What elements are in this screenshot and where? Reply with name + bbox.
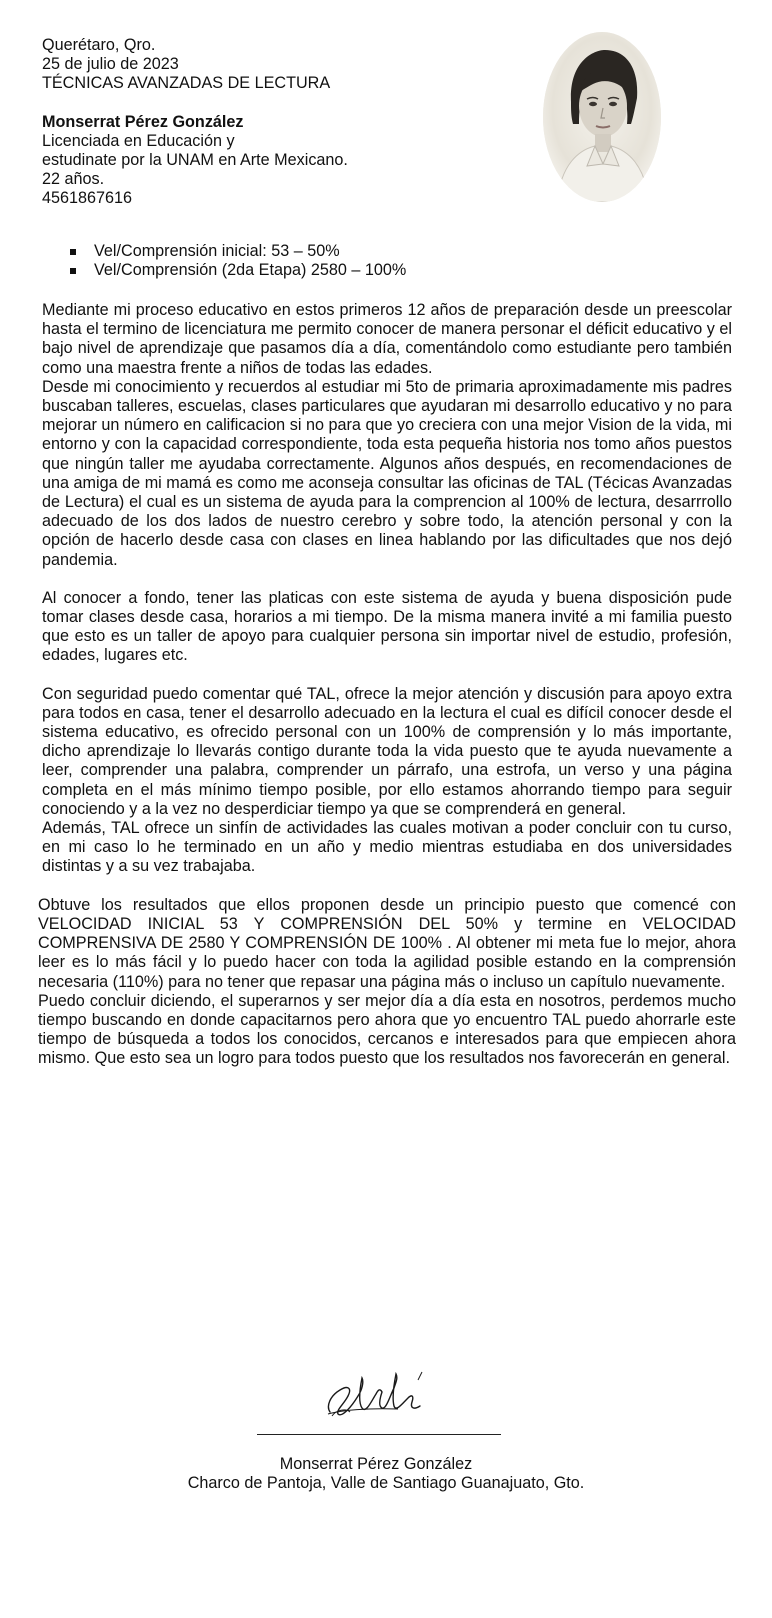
phone-line: 4561867616 xyxy=(42,189,133,208)
course-title: TÉCNICAS AVANZADAS DE LECTURA xyxy=(42,74,331,93)
paragraph-conclusion: Puedo concluir diciendo, el superarnos y ser mejor día a día esta en nosotros, perdemos mucho tiempo buscando en donde capacitarnos pero ahora que yo encuentro TAL puedo ahorrarle este tiempo de búsqueda a todos los conocidos, cercanos e interesados para que empiecen ahora mismo. Que esto sea un logro para todos puesto que los resultados nos favorecerán en general. xyxy=(38,991,736,1068)
list-item: Vel/Comprensión inicial: 53 – 50% xyxy=(70,242,406,261)
author-photo xyxy=(543,32,661,202)
city-line: Querétaro, Qro. xyxy=(42,36,156,54)
footer-name: Monserrat Pérez González xyxy=(279,1455,473,1473)
letter-body xyxy=(38,301,736,1069)
paragraph-history: Desde mi conocimiento y recuerdos al estudiar mi 5to de primaria aproximadamente mis padres buscaban talleres, escuelas, clases particulares que ayudaran mi desarrollo educativo y no para mejorar un número en calificacion si no para que yo creciera con una mejor Vision de la vida, mi entorno y con la capacidad correspondiente, toda esta pequeña historia nos tomo años puestos que ningún taller me ayudaba correctamente. Algunos años después, en recomendaciones de una amiga de mi mamá es como me aconseja consultar las oficinas de TAL (Técicas Avanzadas de Lectura) el cual es un sistema de ayuda para la comprencion al 100% de lectura, desarrrollo adecuado de los dos lados de nuestro cerebro y sobre todo, la atención personal y con la opción de hacerlo desde casa con clases en linea hablando por las dificultades que nos dejó pandemia. xyxy=(42,377,732,569)
paragraph-intro: Mediante mi proceso educativo en estos primeros 12 años de preparación desde un preescolar hasta el termino de licenciatura me permito conocer de manera personar el déficit educativo y el bajo nivel de aprendizaje que pasamos día a día, comentándolo como estudiante pero también como una maestra frente a niños de todas las edades. xyxy=(42,301,732,377)
paragraph-activities: Además, TAL ofrece un sinfín de actividades las cuales motivan a poder concluir con tu curso, en mi caso lo he terminado en un año y medio mientras estudiaba en dos universidades distintas y a su vez trabajaba. xyxy=(42,819,732,876)
paragraph-results: Obtuve los resultados que ellos proponen desde un principio puesto que comencé con VELOCIDAD INICIAL 53 Y COMPRENSIÓN DEL 50% y termine en VELOCIDAD COMPRENSIVA DE 2580 Y COMPRENSIÓN DE 100% . Al obtener mi meta fue lo mejor, ahora leer es lo más fácil y lo puedo hacer con toda la agilidad posible estando en la comprensión necesaria (110%) para no tener que repasar una página más o incluso un capítulo nuevamente. xyxy=(38,895,736,991)
letter-header xyxy=(42,36,502,209)
paragraph-classes: Al conocer a fondo, tener las platicas con este sistema de ayuda y buena disposición pude tomar clases desde casa, horarios a mi tiempo. De la misma manera invité a mi familia puesto que esto es un taller de apoyo para cualquier persona sin importar nivel de estudio, profesión, edades, lugares etc. xyxy=(42,588,732,665)
handwritten-signature xyxy=(322,1366,432,1424)
age-line: 22 años. xyxy=(42,170,105,189)
date-line: 25 de julio de 2023 xyxy=(42,55,179,74)
list-item: Vel/Comprensión (2da Etapa) 2580 – 100% xyxy=(70,261,406,280)
paragraph-benefits: Con seguridad puedo comentar qué TAL, ofrece la mejor atención y discusión para apoyo extra para todos en casa, tener el desarrollo adecuado en la lectura el cual es difícil conocer desde el sistema educativo, es ofrecido personal con un 100% de comprensión y lo más importante, dicho aprendizaje lo llevarás contigo durante toda la vida puesto que te ayuda nuevamente a leer, comprender una palabra, comprender un párrafo, una estrofa, un verso y una página completa en el más mínimo tiempo posible, por ello estamos ahorrando tiempo para seguir conociendo y a la vez no desperdiciar tiempo ya que se comprenderá en general. xyxy=(42,684,732,818)
footer-location: Charco de Pantoja, Valle de Santiago Guanajuato, Gto. xyxy=(187,1474,585,1493)
degree-line-1: Licenciada en Educación y xyxy=(42,131,235,150)
letter-footer xyxy=(0,1455,772,1493)
signature-line xyxy=(257,1434,501,1435)
author-name: Monserrat Pérez González xyxy=(42,112,244,131)
results-list xyxy=(70,242,406,280)
degree-line-2: estudinate por la UNAM en Arte Mexicano. xyxy=(42,151,348,170)
